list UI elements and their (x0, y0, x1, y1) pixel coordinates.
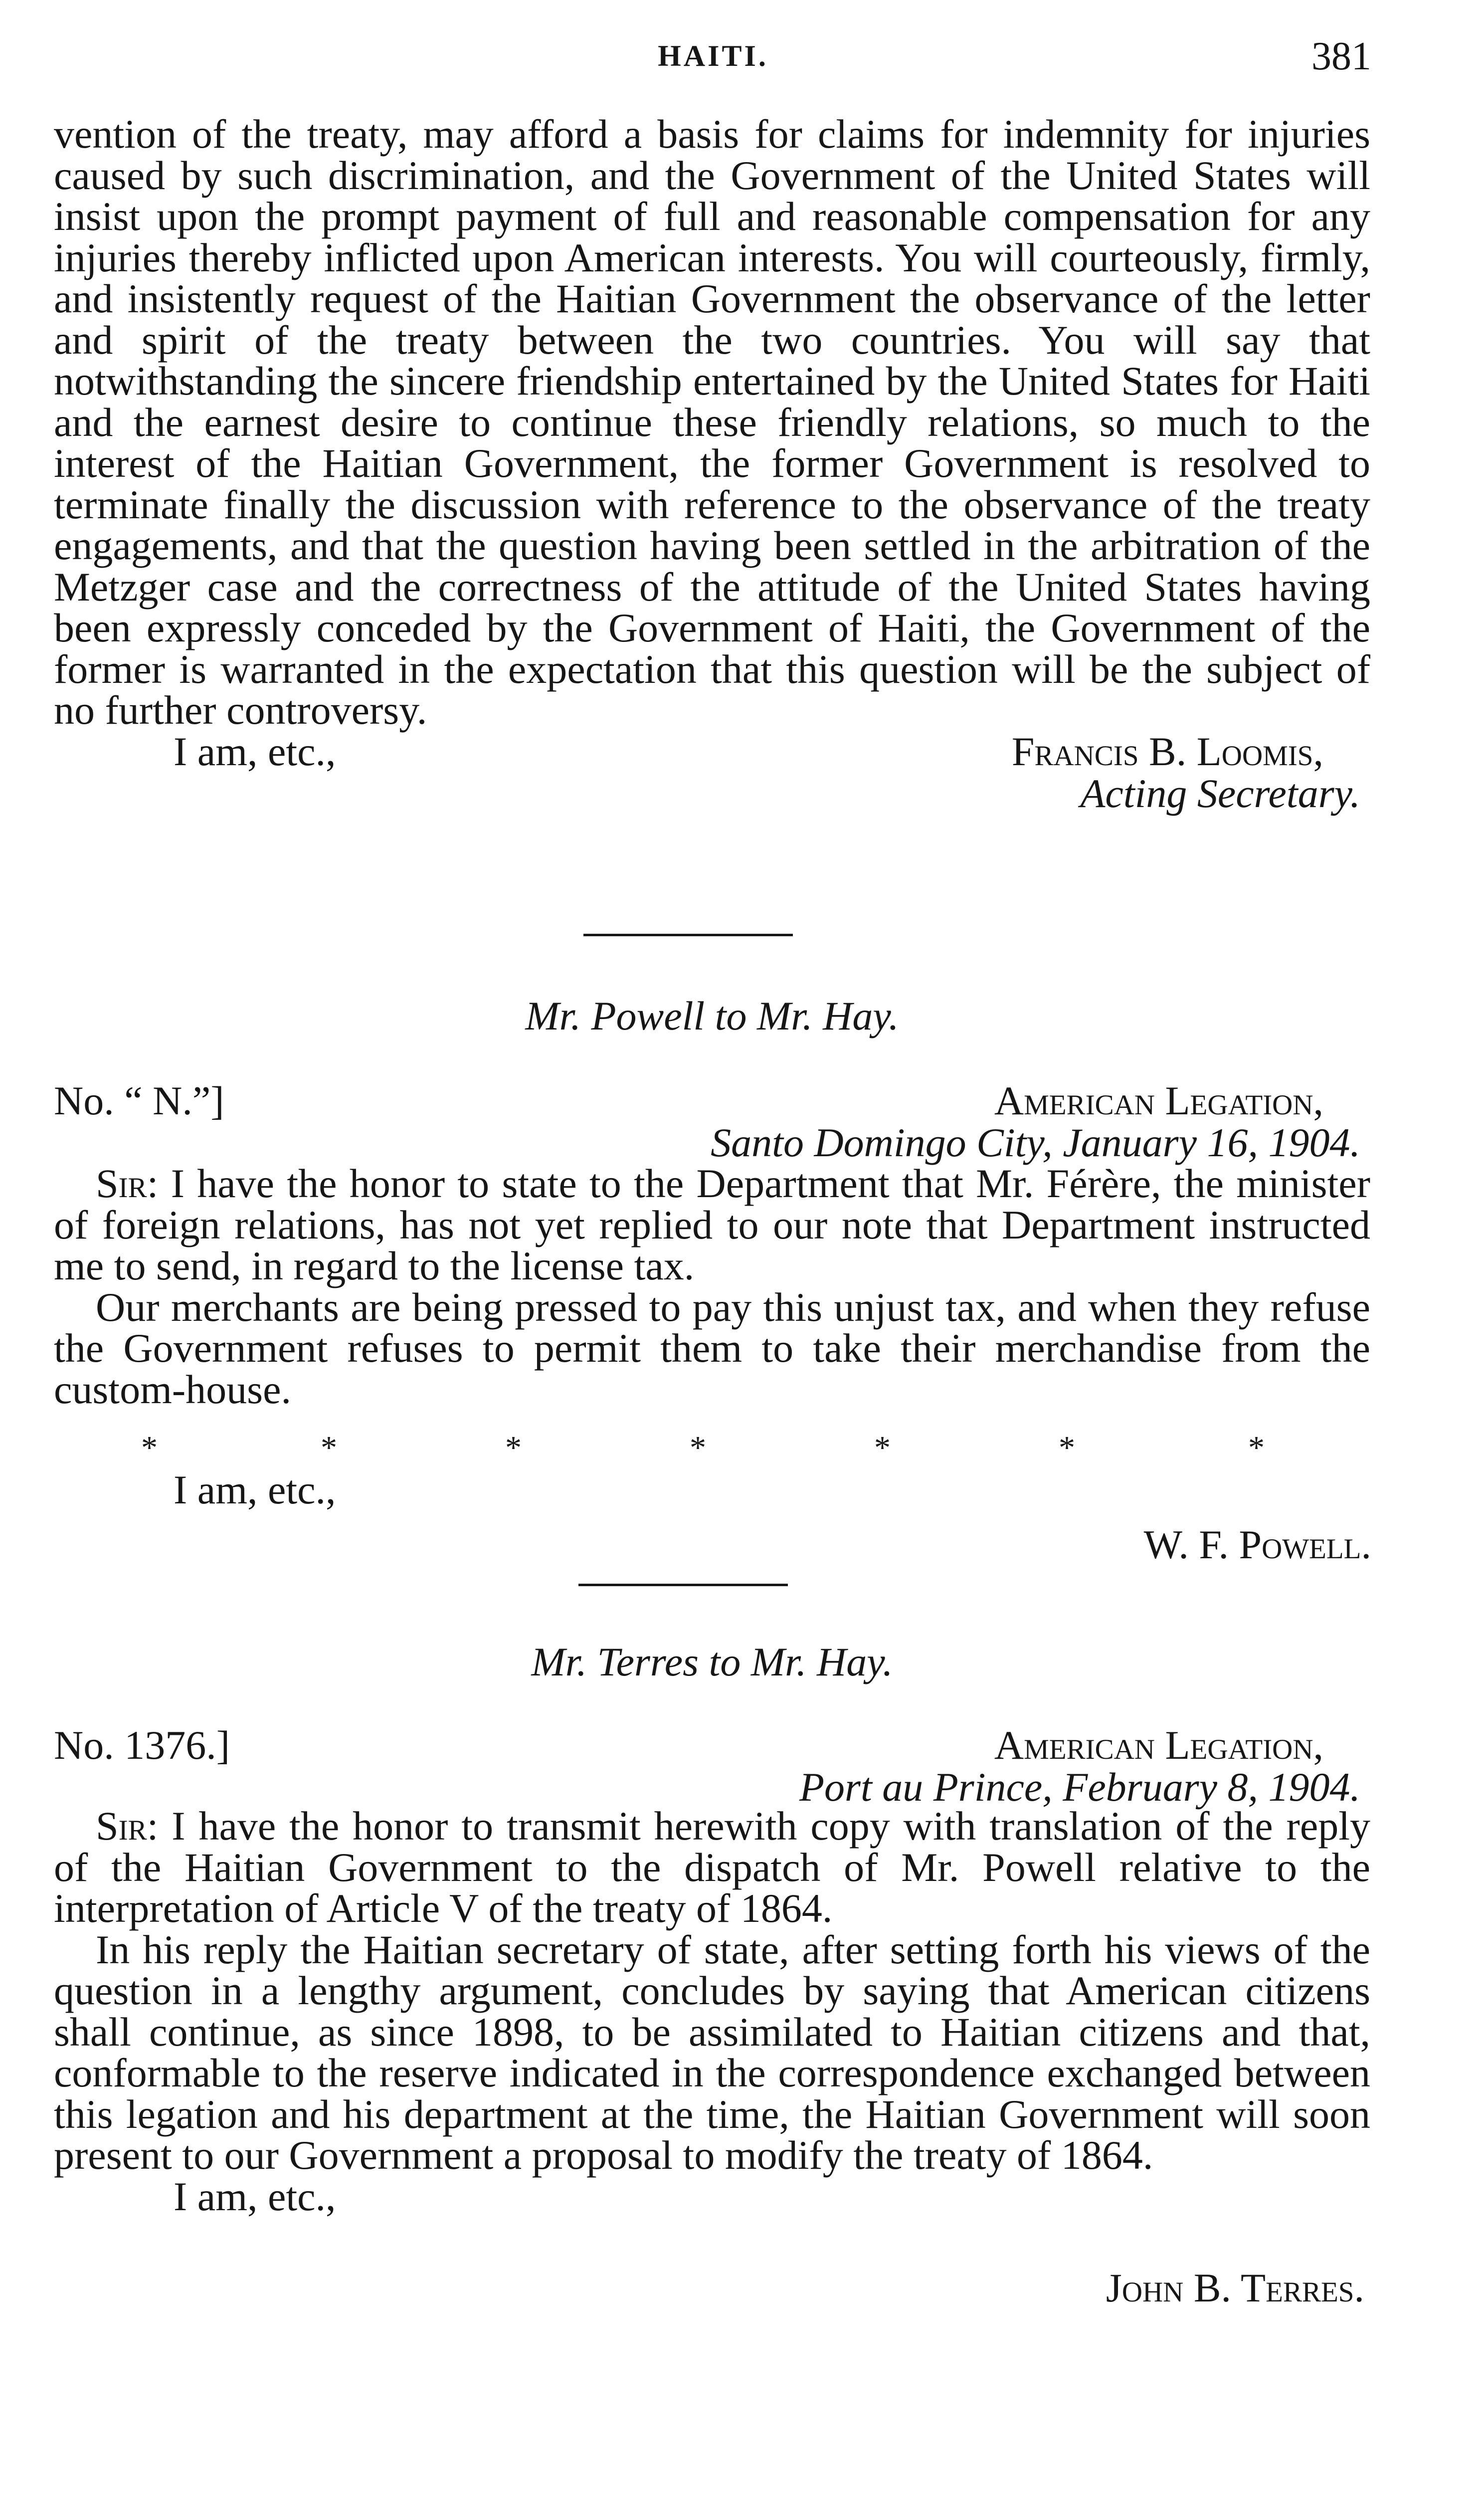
letter2-body (54, 1803, 1370, 2219)
letter2-salutation: Sir: (96, 1803, 159, 1849)
letter2-from: American Legation, (994, 1722, 1323, 1768)
section-divider (578, 1584, 788, 1586)
continuation-signature-row (54, 728, 1370, 774)
letter1-paragraph-2: Our merchants are being pressed to pay this unjust tax, and when they refuse the Government refuses to permit them to take their merchandise from the custom-house. (54, 1284, 1370, 1412)
letter1-heading: Mr. Powell to Mr. Hay. (525, 993, 899, 1039)
letter1-paragraph-1-text: I have the honor to state to the Department that Mr. Férère, the minister of foreign relations, has not yet replied to our note that Department instructed me to send, in regard to the license tax. (54, 1161, 1370, 1288)
continuation-closing: I am, etc., (174, 728, 336, 774)
omission-stars (54, 1432, 1370, 1471)
section-divider (583, 934, 793, 936)
omission-star: * (1248, 1430, 1265, 1466)
letter2-paragraph-1 (54, 1803, 1370, 1931)
omission-star: * (690, 1430, 706, 1466)
continuation-paragraph: vention of the treaty, may afford a basis for claims for indemnity for injuries caused by such discrimination, and the Government of the United States will insist upon the prompt payment of full and reasonable compensation for any injuries thereby inflicted upon American interests. You will courteously, firmly, and insistently request of the Haitian Government the observance of the letter and spirit of the treaty between the two countries. You will say that notwithstanding the sincere friendship entertained by the United States for Haiti and the earnest desire to continue these friendly relations, so much to the interest of the Haitian Government, the former Government is resolved to terminate finally the discussion with reference to the observance of the treaty engagements, and that the question having been settled in the arbitration of the Metzger case and the correctness of the attitude of the United States having been expressly conceded by the Government of Haiti, the Government of the former is warranted in the expectation that this question will be the subject of no further controversy. (54, 111, 1370, 733)
letter2-place-date: Port au Prince, February 8, 1904. (799, 1764, 1360, 1810)
omission-star: * (321, 1430, 337, 1466)
page-number: 381 (1311, 34, 1371, 78)
letter1-head (54, 1077, 1370, 1165)
continuation-block (54, 111, 1370, 816)
omission-star: * (1059, 1430, 1075, 1466)
continuation-signer-title: Acting Secretary. (1080, 770, 1360, 816)
letter1-paragraph-1 (54, 1163, 1370, 1287)
letter2-signer: John B. Terres. (1106, 2265, 1364, 2310)
letter2-closing-row (54, 2173, 1370, 2219)
letter2-heading: Mr. Terres to Mr. Hay. (531, 1639, 893, 1684)
letter1-closing: I am, etc., (174, 1467, 336, 1512)
letter2-paragraph-1-text: I have the honor to transmit herewith copy with translation of the reply of the Haitian Government to the dispatch of Mr. Powell relative to the interpretation of Article V of the treaty of 1864. (54, 1803, 1370, 1931)
letter1-body (54, 1163, 1370, 1410)
letter2-paragraph-2: In his reply the Haitian secretary of state, after setting forth his views of the question in a lengthy argument, concludes by saying that American citizens shall continue, as since 1898, to be assimilated to Haitian citizens and that, conformable to the reserve indicated in the correspondence exchanged between this legation and his department at the time, the Haitian Government will soon present to our Government a proposal to modify the treaty of 1864. (54, 1926, 1370, 2178)
omission-star: * (874, 1430, 891, 1466)
omission-star: * (505, 1430, 522, 1466)
letter2-number: No. 1376.] (54, 1722, 230, 1768)
page-header (55, 34, 1371, 79)
omission-star: * (141, 1430, 158, 1466)
letter1-signer: W. F. Powell. (1143, 1522, 1371, 1567)
continuation-title-row (54, 770, 1370, 816)
running-head: HAITI. (658, 39, 768, 72)
letter1-from: American Legation, (994, 1078, 1323, 1123)
letter1-number: No. “ N.”] (54, 1078, 224, 1123)
letter1-place-date: Santo Domingo City, January 16, 1904. (711, 1120, 1360, 1165)
letter2-head (54, 1722, 1370, 1810)
continuation-signer: Francis B. Loomis, (1011, 728, 1323, 774)
letter2-closing: I am, etc., (174, 2173, 336, 2219)
letter1-salutation: Sir: (96, 1161, 159, 1206)
